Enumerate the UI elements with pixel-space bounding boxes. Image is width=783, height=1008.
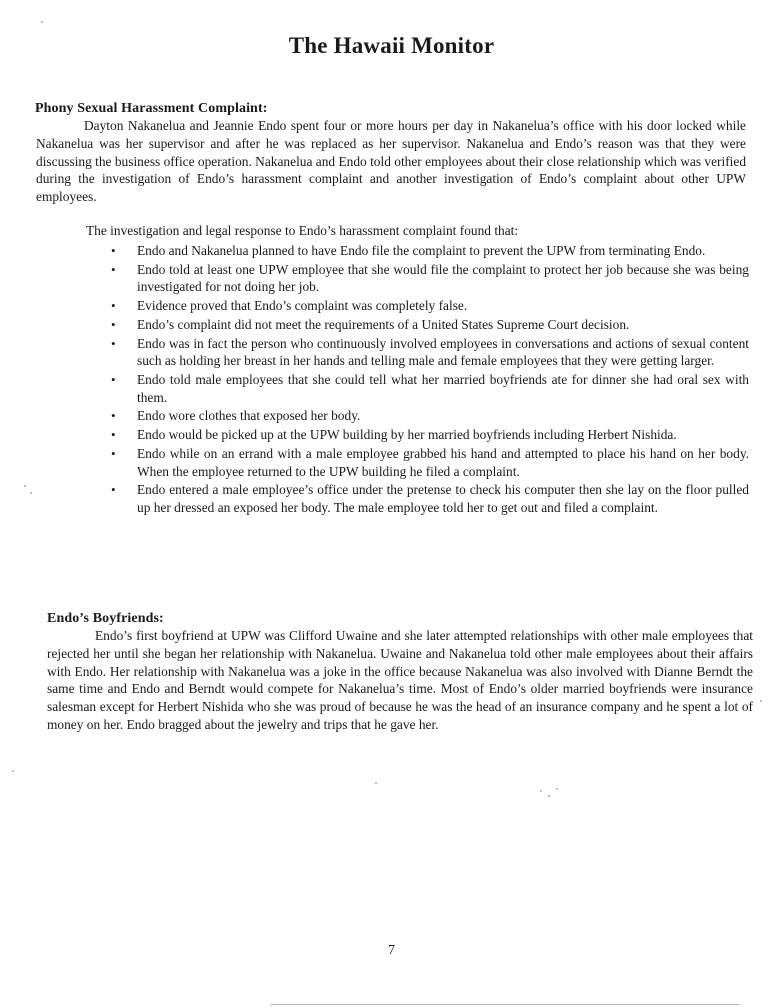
scan-speck [375,782,377,784]
list-item-text: Endo was in fact the person who continuously involved employees in conversations and actions of sexual content such as holding her breast in her hands and telling male and female employees that they were getting larger. [137,335,749,369]
list-item [111,261,749,296]
list-item [111,426,749,444]
page-title: The Hawaii Monitor [288,33,495,58]
bullet-icon: • [111,427,116,443]
list-item [111,297,749,315]
list-item [111,316,749,334]
list-item-text: Endo told at least one UPW employee that she would file the complaint to protect her job because she was being investigated for not doing her job. [137,261,749,295]
scan-speck [41,21,43,23]
list-item-text: Endo and Nakanelua planned to have Endo file the complaint to prevent the UPW from terminating Endo. [137,243,706,258]
list-item-text: Endo entered a male employee’s office under the pretense to check his computer then she lay on the floor pulled up her dressed an exposed her body. The male employee told her to get out and filed a complaint. [137,482,749,515]
scan-speck [540,790,542,792]
scan-speck [548,795,550,797]
bullet-icon: • [111,243,116,258]
page-number: 7 [388,943,395,958]
bullet-icon: • [111,298,116,314]
scan-speck [24,485,26,487]
list-item [111,407,749,425]
scan-speck [760,700,762,702]
bullet-icon: • [111,261,116,277]
investigation-intro: The investigation and legal response to Endo’s harassment complaint found that: [86,223,519,238]
section-heading-complaint: Phony Sexual Harassment Complaint: [35,101,268,116]
section-heading-boyfriends: Endo’s Boyfriends: [47,611,164,626]
bullet-icon: • [111,446,116,462]
scan-edge-line [270,1004,740,1005]
bullet-icon: • [111,372,116,388]
list-item [111,481,749,516]
bullet-icon: • [111,482,116,498]
bullet-icon: • [111,316,116,332]
list-item-text: Evidence proved that Endo’s complaint was completely false. [137,298,468,314]
findings-list [111,242,749,518]
list-item-text: Endo told male employees that she could tell what her married boyfriends ate for dinner she had oral sex with them. [137,372,749,405]
scan-speck [12,770,14,772]
list-item [111,335,749,370]
paragraph-complaint: Dayton Nakanelua and Jeannie Endo spent four or more hours per day in Nakanelua’s office with his door locked while Nakanelua was her supervisor and after he was replaced as her supervisor. Nakanelua and Endo’s reason was that they were discussing the business office operation. Nakanelua and Endo told other employees about their close relationship which was verified during the investigation of Endo’s harassment complaint and another investigation of Endo’s complaint about other UPW employees. [36,118,747,205]
bullet-icon: • [111,335,116,351]
paragraph-boyfriends: Endo’s first boyfriend at UPW was Clifford Uwaine and she later attempted relationships with other male employees that rejected her until she began her relationship with Nakanelua. Uwaine and Nakanelua told other male employees about their affairs with Endo. Her relationship with Nakanelua was a joke in the office because Nakanelua was also involved with Dianne Berndt the same time and Endo and Berndt would compete for Nakanelua’s time. Most of Endo’s older married boyfriends were insurance salesman except for Herbert Nishida who she was proud of because he was the head of an insurance company and he spent a lot of money on her. Endo bragged about the jewelry and trips that he gave her. [47,628,753,732]
list-item [111,242,749,260]
list-item-text: Endo wore clothes that exposed her body. [137,408,361,424]
list-item-text: Endo’s complaint did not meet the requirements of a United States Supreme Court decision. [137,316,630,332]
list-item-text: Endo while on an errand with a male employee grabbed his hand and attempted to place his hand on her body. When the employee returned to the UPW building he filed a complaint. [137,446,749,479]
list-item-text: Endo would be picked up at the UPW building by her married boyfriends including Herbert Nishida. [137,427,677,443]
scan-speck [556,788,558,790]
scan-speck [30,492,32,494]
list-item [111,371,749,406]
bullet-icon: • [111,408,116,424]
list-item [111,445,749,480]
